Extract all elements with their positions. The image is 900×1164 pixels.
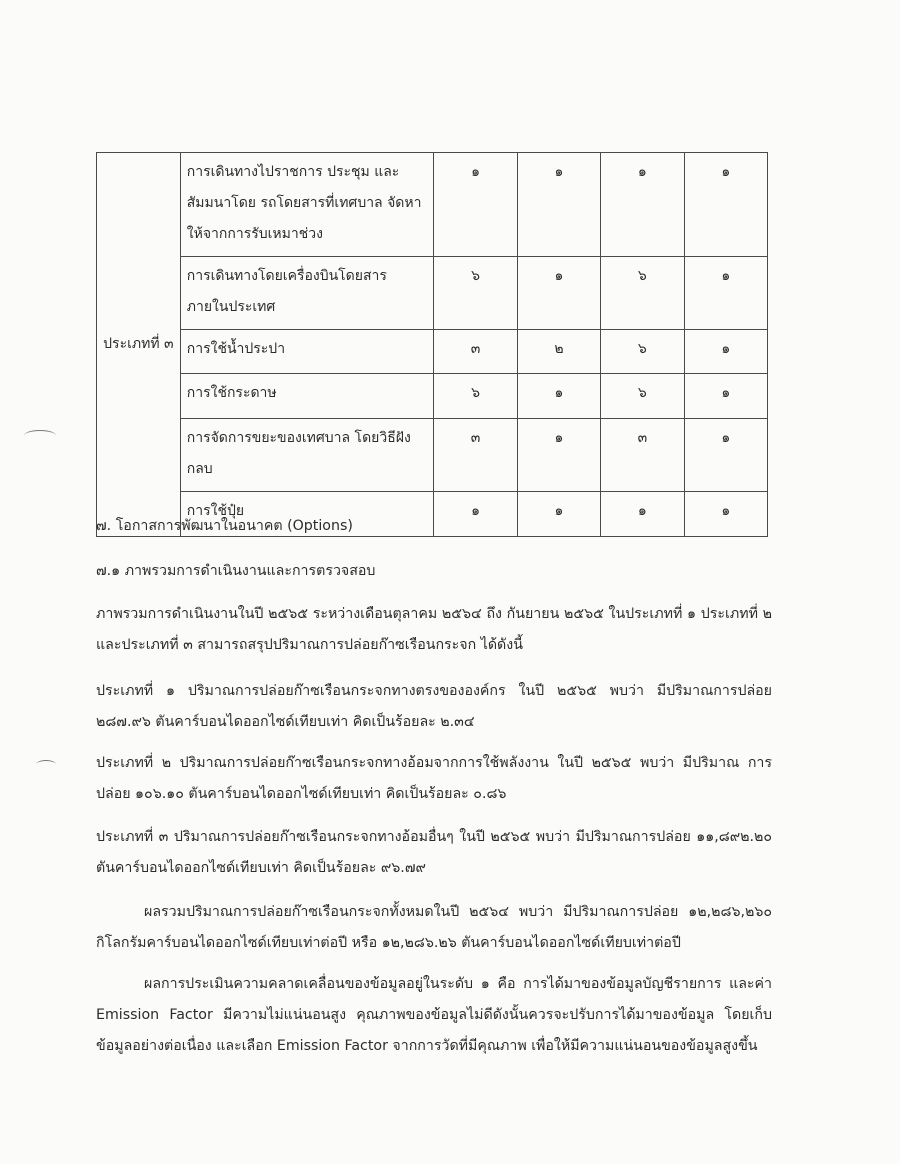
activity-cell: การใช้กระดาษ [180, 374, 434, 419]
value-cell: ๓ [601, 419, 684, 492]
value-cell: ๑ [517, 492, 600, 537]
value-cell: ๑ [684, 153, 767, 257]
activity-cell: การจัดการขยะของเทศบาล โดยวิธีฝังกลบ [180, 419, 434, 492]
activity-cell: การเดินทางโดยเครื่องบินโดยสารภายในประเทศ [180, 257, 434, 330]
section-title: ๗. โอกาสการพัฒนาในอนาคต (Options) [96, 518, 353, 534]
value-cell: ๑ [684, 257, 767, 330]
paragraph-uncertainty: ผลการประเมินความคลาดเคลื่อนของข้อมูลอยู่ในระดับ ๑ คือ การได้มาของข้อมูลบัญชีรายการ และค่า Emission Factor มีความไม่แน่นอนสูง คุณภาพของข้อมูลไม่ดีดังนั้นควรจะปรับการได้มาของข้อมูล โดยเก็บข้อมูลอย่างต่อเนื่อง และเลือก Emission Factor จากการวัดที่มีคุณภาพ เพื่อให้มีความแน่นอนของข้อมูลสูงขึ้น [96, 976, 772, 1054]
scan-mark [36, 760, 56, 769]
section-subtitle: ๗.๑ ภาพรวมการดำเนินงานและการตรวจสอบ [96, 563, 376, 579]
paragraph-overview: ภาพรวมการดำเนินงานในปี ๒๕๖๕ ระหว่างเดือนตุลาคม ๒๕๖๔ ถึง กันยายน ๒๕๖๕ ในประเภทที่ ๑ ประเภทที่ ๒ และประเภทที่ ๓ สามารถสรุปปริมาณการปล่อยก๊าซเรือนกระจก ได้ดังนี้ [96, 606, 772, 653]
value-cell: ๑ [517, 153, 600, 257]
value-cell: ๓ [434, 419, 517, 492]
value-cell: ๑ [601, 492, 684, 537]
emission-table [96, 152, 768, 537]
value-cell: ๖ [434, 374, 517, 419]
value-cell: ๑ [517, 374, 600, 419]
value-cell: ๑ [434, 492, 517, 537]
activity-cell: การใช้ปุ๋ย [180, 492, 434, 537]
table-row [97, 374, 768, 419]
table-row [97, 330, 768, 374]
value-cell: ๖ [434, 257, 517, 330]
value-cell: ๑ [517, 257, 600, 330]
value-cell: ๑ [684, 492, 767, 537]
value-cell: ๑ [684, 374, 767, 419]
value-cell: ๑ [434, 153, 517, 257]
value-cell: ๑ [684, 330, 767, 374]
paragraph-total: ผลรวมปริมาณการปล่อยก๊าซเรือนกระจกทั้งหมดในปี ๒๕๖๔ พบว่า มีปริมาณการปล่อย ๑๒,๒๘๖,๒๖๐ กิโลกรัมคาร์บอนไดออกไซด์เทียบเท่าต่อปี หรือ ๑๒,๒๘๖.๒๖ ตันคาร์บอนไดออกไซด์เทียบเท่าต่อปี [96, 904, 772, 951]
value-cell: ๓ [434, 330, 517, 374]
category-cell: ประเภทที่ ๓ [97, 153, 181, 537]
table-row [97, 257, 768, 330]
paragraph-scope3: ประเภทที่ ๓ ปริมาณการปล่อยก๊าซเรือนกระจกทางอ้อมอื่นๆ ในปี ๒๕๖๕ พบว่า มีปริมาณการปล่อย ๑๑,๘๙๒.๒๐ ตันคาร์บอนไดออกไซด์เทียบเท่า คิดเป็นร้อยละ ๙๖.๗๙ [96, 829, 772, 876]
paragraph-scope1: ประเภทที่ ๑ ปริมาณการปล่อยก๊าซเรือนกระจกทางตรงขององค์กร ในปี ๒๕๖๕ พบว่า มีปริมาณการปล่อย ๒๘๗.๙๖ ตันคาร์บอนไดออกไซด์เทียบเท่า คิดเป็นร้อยละ ๒.๓๔ [96, 683, 772, 730]
activity-cell: การใช้น้ำประปา [180, 330, 434, 374]
scan-mark [24, 430, 56, 441]
value-cell: ๖ [601, 257, 684, 330]
table-row [97, 419, 768, 492]
activity-cell: การเดินทางไปราชการ ประชุม และสัมมนาโดย รถโดยสารที่เทศบาล จัดหาให้จากการรับเหมาช่วง [180, 153, 434, 257]
table-row [97, 153, 768, 257]
value-cell: ๑ [517, 419, 600, 492]
value-cell: ๑ [684, 419, 767, 492]
value-cell: ๖ [601, 374, 684, 419]
value-cell: ๒ [517, 330, 600, 374]
paragraph-scope2: ประเภทที่ ๒ ปริมาณการปล่อยก๊าซเรือนกระจกทางอ้อมจากการใช้พลังงาน ในปี ๒๕๖๕ พบว่า มีปริมาณ การปล่อย ๑๐๖.๑๐ ตันคาร์บอนไดออกไซด์เทียบเท่า คิดเป็นร้อยละ ๐.๘๖ [96, 755, 772, 802]
value-cell: ๖ [601, 330, 684, 374]
value-cell: ๑ [601, 153, 684, 257]
